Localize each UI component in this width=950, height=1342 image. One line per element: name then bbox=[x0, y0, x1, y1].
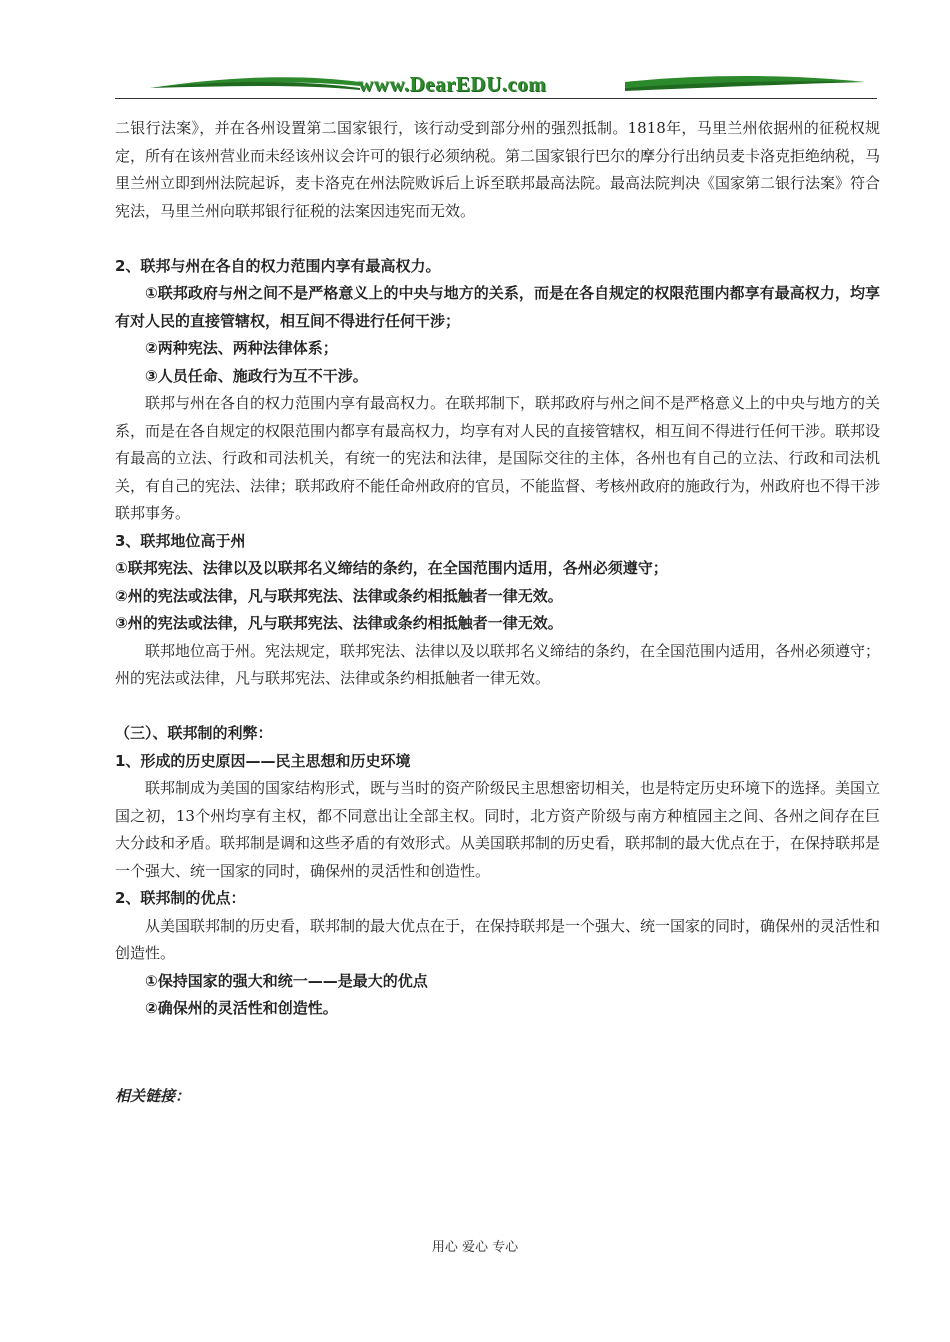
heading-historical-reasons: 1、形成的历史原因——民主思想和历史环境 bbox=[115, 751, 411, 770]
paragraph-federal-state-supreme: 联邦与州在各自的权力范围内享有最高权力。在联邦制下，联邦政府与州之间不是严格意义上的中央与地方的关系，而是在各自规定的权限范围内都享有最高权力，均享有对人民的直接管辖权，相互间不得进行任何干涉。联邦设有最高的立法、行政和司法机关，有统一的宪法和法律，是国际交往的主体，各州也有自己的立法、行政和司法机关，有自己的宪法、法律；联邦政府不能任命州政府的官员，不能监督、考核州政府的施政行为，州政府也不得干涉联邦事务。 bbox=[115, 394, 881, 522]
related-links-label: 相关链接： bbox=[115, 1086, 191, 1105]
heading-federal-above-state: 3、联邦地位高于州 bbox=[115, 531, 246, 550]
spacer bbox=[115, 225, 880, 253]
point-2-2: ②两种宪法、两种法律体系； bbox=[145, 339, 338, 357]
point-3-1: ①联邦宪法、法律以及以联邦名义缔结的条约，在全国范围内适用，各州必须遵守； bbox=[115, 559, 668, 577]
advantage-2: ②确保州的灵活性和创造性。 bbox=[145, 999, 338, 1017]
spacer bbox=[115, 1023, 880, 1083]
document-body bbox=[115, 115, 880, 1110]
section-heading-pros-cons: （三）、联邦制的利弊： bbox=[115, 724, 273, 742]
advantage-1: ①保持国家的强大和统一——是最大的优点 bbox=[145, 971, 428, 990]
page-footer: 用心 爱心 专心 bbox=[431, 1240, 519, 1255]
heading-advantages: 2、联邦制的优点： bbox=[115, 889, 246, 907]
point-2-1: ①联邦政府与州之间不是严格意义上的中央与地方的关系，而是在各自规定的权限范围内都享有最高权力，均享有对人民的直接管辖权，相互间不得进行任何干涉； bbox=[115, 284, 880, 330]
paragraph-bank-case: 二银行法案》，并在各州设置第二国家银行，该行动受到部分州的强烈抵制。1818年，马里兰州依据州的征税权规定，所有在该州营业而未经该州议会许可的银行必须纳税。第二国家银行巴尔的摩分行出纳员麦卡洛克拒绝纳税，马里兰州立即到州法院起诉，麦卡洛克在州法院败诉后上诉至联邦最高法院。最高法院判决《国家第二银行法案》符合宪法，马里兰州向联邦银行征税的法案因违宪而无效。 bbox=[115, 119, 881, 220]
spacer bbox=[115, 693, 880, 721]
header-divider bbox=[115, 98, 877, 99]
paragraph-advantages: 从美国联邦制的历史看，联邦制的最大优点在于，在保持联邦是一个强大、统一国家的同时，确保州的灵活性和创造性。 bbox=[115, 916, 881, 962]
site-logo[interactable]: www.DearEDU.com bbox=[358, 72, 547, 96]
paragraph-historical-reasons: 联邦制成为美国的国家结构形式，既与当时的资产阶级民主思想密切相关，也是特定历史环境下的选择。美国立国之初，13个州均享有主权，都不同意出让全部主权。同时，北方资产阶级与南方种植园主之间、各州之间存在巨大分歧和矛盾。联邦制是调和这些矛盾的有效形式。从美国联邦制的历史看，联邦制的最大优点在于，在保持联邦是一个强大、统一国家的同时，确保州的灵活性和创造性。 bbox=[115, 779, 881, 880]
point-3-3: ③州的宪法或法律，凡与联邦宪法、法律或条约相抵触者一律无效。 bbox=[115, 614, 563, 632]
point-3-2: ②州的宪法或法律，凡与联邦宪法、法律或条约相抵触者一律无效。 bbox=[115, 586, 563, 605]
point-2-3: ③人员任命、施政行为互不干涉。 bbox=[145, 366, 368, 385]
paragraph-federal-above-state: 联邦地位高于州。宪法规定，联邦宪法、法律以及以联邦名义缔结的条约，在全国范围内适用，各州必须遵守；州的宪法或法律，凡与联邦宪法、法律或条约相抵触者一律无效。 bbox=[115, 641, 881, 687]
heading-federal-state-supreme: 2、联邦与州在各自的权力范围内享有最高权力。 bbox=[115, 256, 441, 275]
